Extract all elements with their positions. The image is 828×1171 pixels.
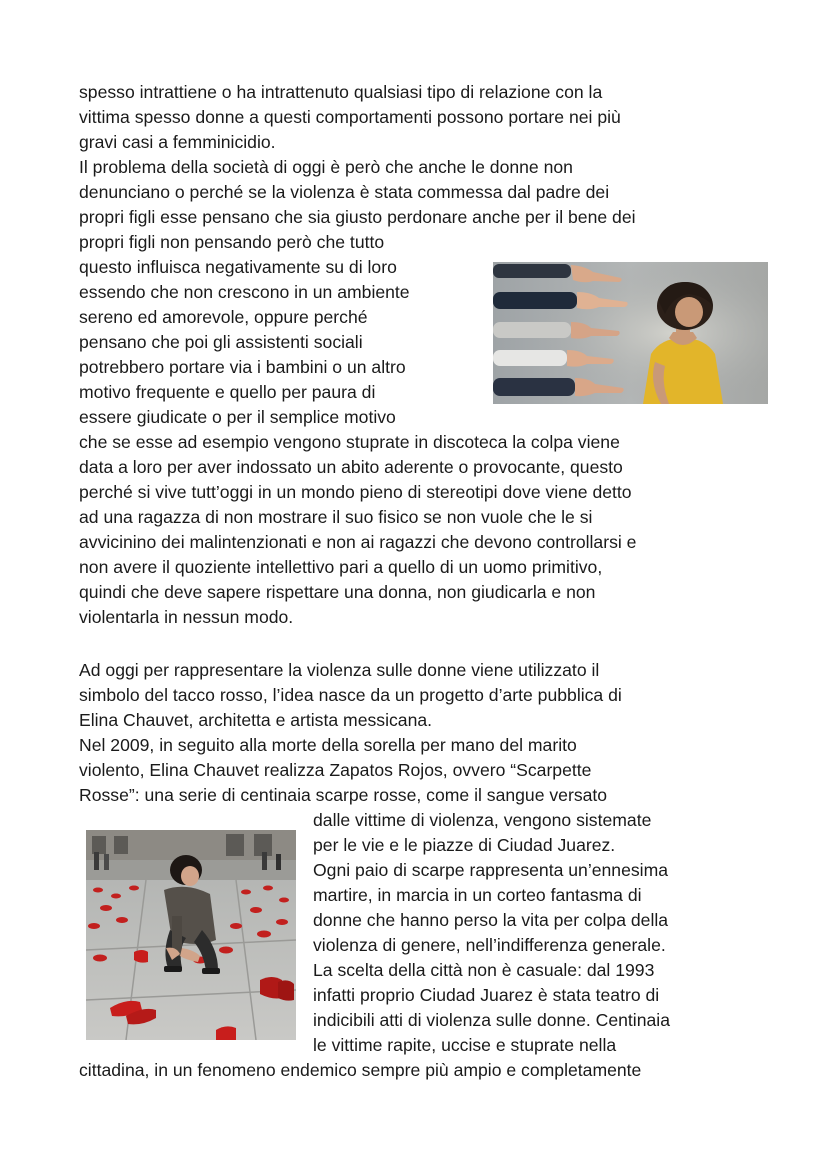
photo-red-shoes: [86, 830, 296, 1040]
text-line: gravi casi a femminicidio.: [79, 132, 276, 152]
text-line: violentarla in nessun modo.: [79, 607, 294, 627]
text-line: avvicinino dei malintenzionati e non ai ragazzi che devono controllarsi e: [79, 532, 637, 552]
text-line: motivo frequente e quello per paura di: [79, 382, 376, 402]
photo-pointing-fingers: [493, 262, 768, 404]
text-line: questo influisca negativamente su di loro: [79, 257, 397, 277]
text-line: La scelta della città non è casuale: dal 1993: [313, 960, 655, 980]
text-line: martire, in marcia in un corteo fantasma di: [313, 885, 642, 905]
text-line: potrebbero portare via i bambini o un altro: [79, 357, 406, 377]
text-line: vittima spesso donne a questi comportamenti possono portare nei più: [79, 107, 621, 127]
text-line: data a loro per aver indossato un abito aderente o provocante, questo: [79, 457, 623, 477]
text-line: violenza di genere, nell’indifferenza generale.: [313, 935, 666, 955]
text-line: propri figli esse pensano che sia giusto perdonare anche per il bene dei: [79, 207, 636, 227]
text-line: indicibili atti di violenza sulle donne. Centinaia: [313, 1010, 670, 1030]
text-line: simbolo del tacco rosso, l’idea nasce da un progetto d’arte pubblica di: [79, 685, 622, 705]
text-line: non avere il quoziente intellettivo pari a quello di un uomo primitivo,: [79, 557, 603, 577]
text-line: essendo che non crescono in un ambiente: [79, 282, 410, 302]
text-line: perché si vive tutt’oggi in un mondo pieno di stereotipi dove viene detto: [79, 482, 632, 502]
photo-red-shoes-illustration: [86, 830, 296, 1040]
text-line: propri figli non pensando però che tutto: [79, 232, 385, 252]
text-line: quindi che deve sapere rispettare una donna, non giudicarla e non: [79, 582, 596, 602]
photo-pointing-fingers-illustration: [493, 262, 768, 404]
text-line: Ad oggi per rappresentare la violenza sulle donne viene utilizzato il: [79, 660, 600, 680]
text-line: spesso intrattiene o ha intrattenuto qualsiasi tipo di relazione con la: [79, 82, 603, 102]
text-line: le vittime rapite, uccise e stuprate nella: [313, 1035, 617, 1055]
text-line: essere giudicate o per il semplice motivo: [79, 407, 396, 427]
text-line: Il problema della società di oggi è però che anche le donne non: [79, 157, 573, 177]
text-line: che se esse ad esempio vengono stuprate in discoteca la colpa viene: [79, 432, 620, 452]
text-line: Nel 2009, in seguito alla morte della sorella per mano del marito: [79, 735, 577, 755]
text-line: per le vie e le piazze di Ciudad Juarez.: [313, 835, 616, 855]
text-line: violento, Elina Chauvet realizza Zapatos Rojos, ovvero “Scarpette: [79, 760, 592, 780]
text-line: Ogni paio di scarpe rappresenta un’ennesima: [313, 860, 669, 880]
text-line: infatti proprio Ciudad Juarez è stata teatro di: [313, 985, 660, 1005]
text-line: denunciano o perché se la violenza è stata commessa dal padre dei: [79, 182, 610, 202]
text-line: sereno ed amorevole, oppure perché: [79, 307, 368, 327]
text-line: pensano che poi gli assistenti sociali: [79, 332, 363, 352]
text-line: dalle vittime di violenza, vengono sistemate: [313, 810, 652, 830]
text-line: donne che hanno perso la vita per colpa della: [313, 910, 669, 930]
text-line: Elina Chauvet, architetta e artista messicana.: [79, 710, 433, 730]
text-line: Rosse”: una serie di centinaia scarpe rosse, come il sangue versato: [79, 785, 608, 805]
text-line: ad una ragazza di non mostrare il suo fisico se non vuole che le si: [79, 507, 593, 527]
text-line: cittadina, in un fenomeno endemico sempre più ampio e completamente: [79, 1060, 642, 1080]
